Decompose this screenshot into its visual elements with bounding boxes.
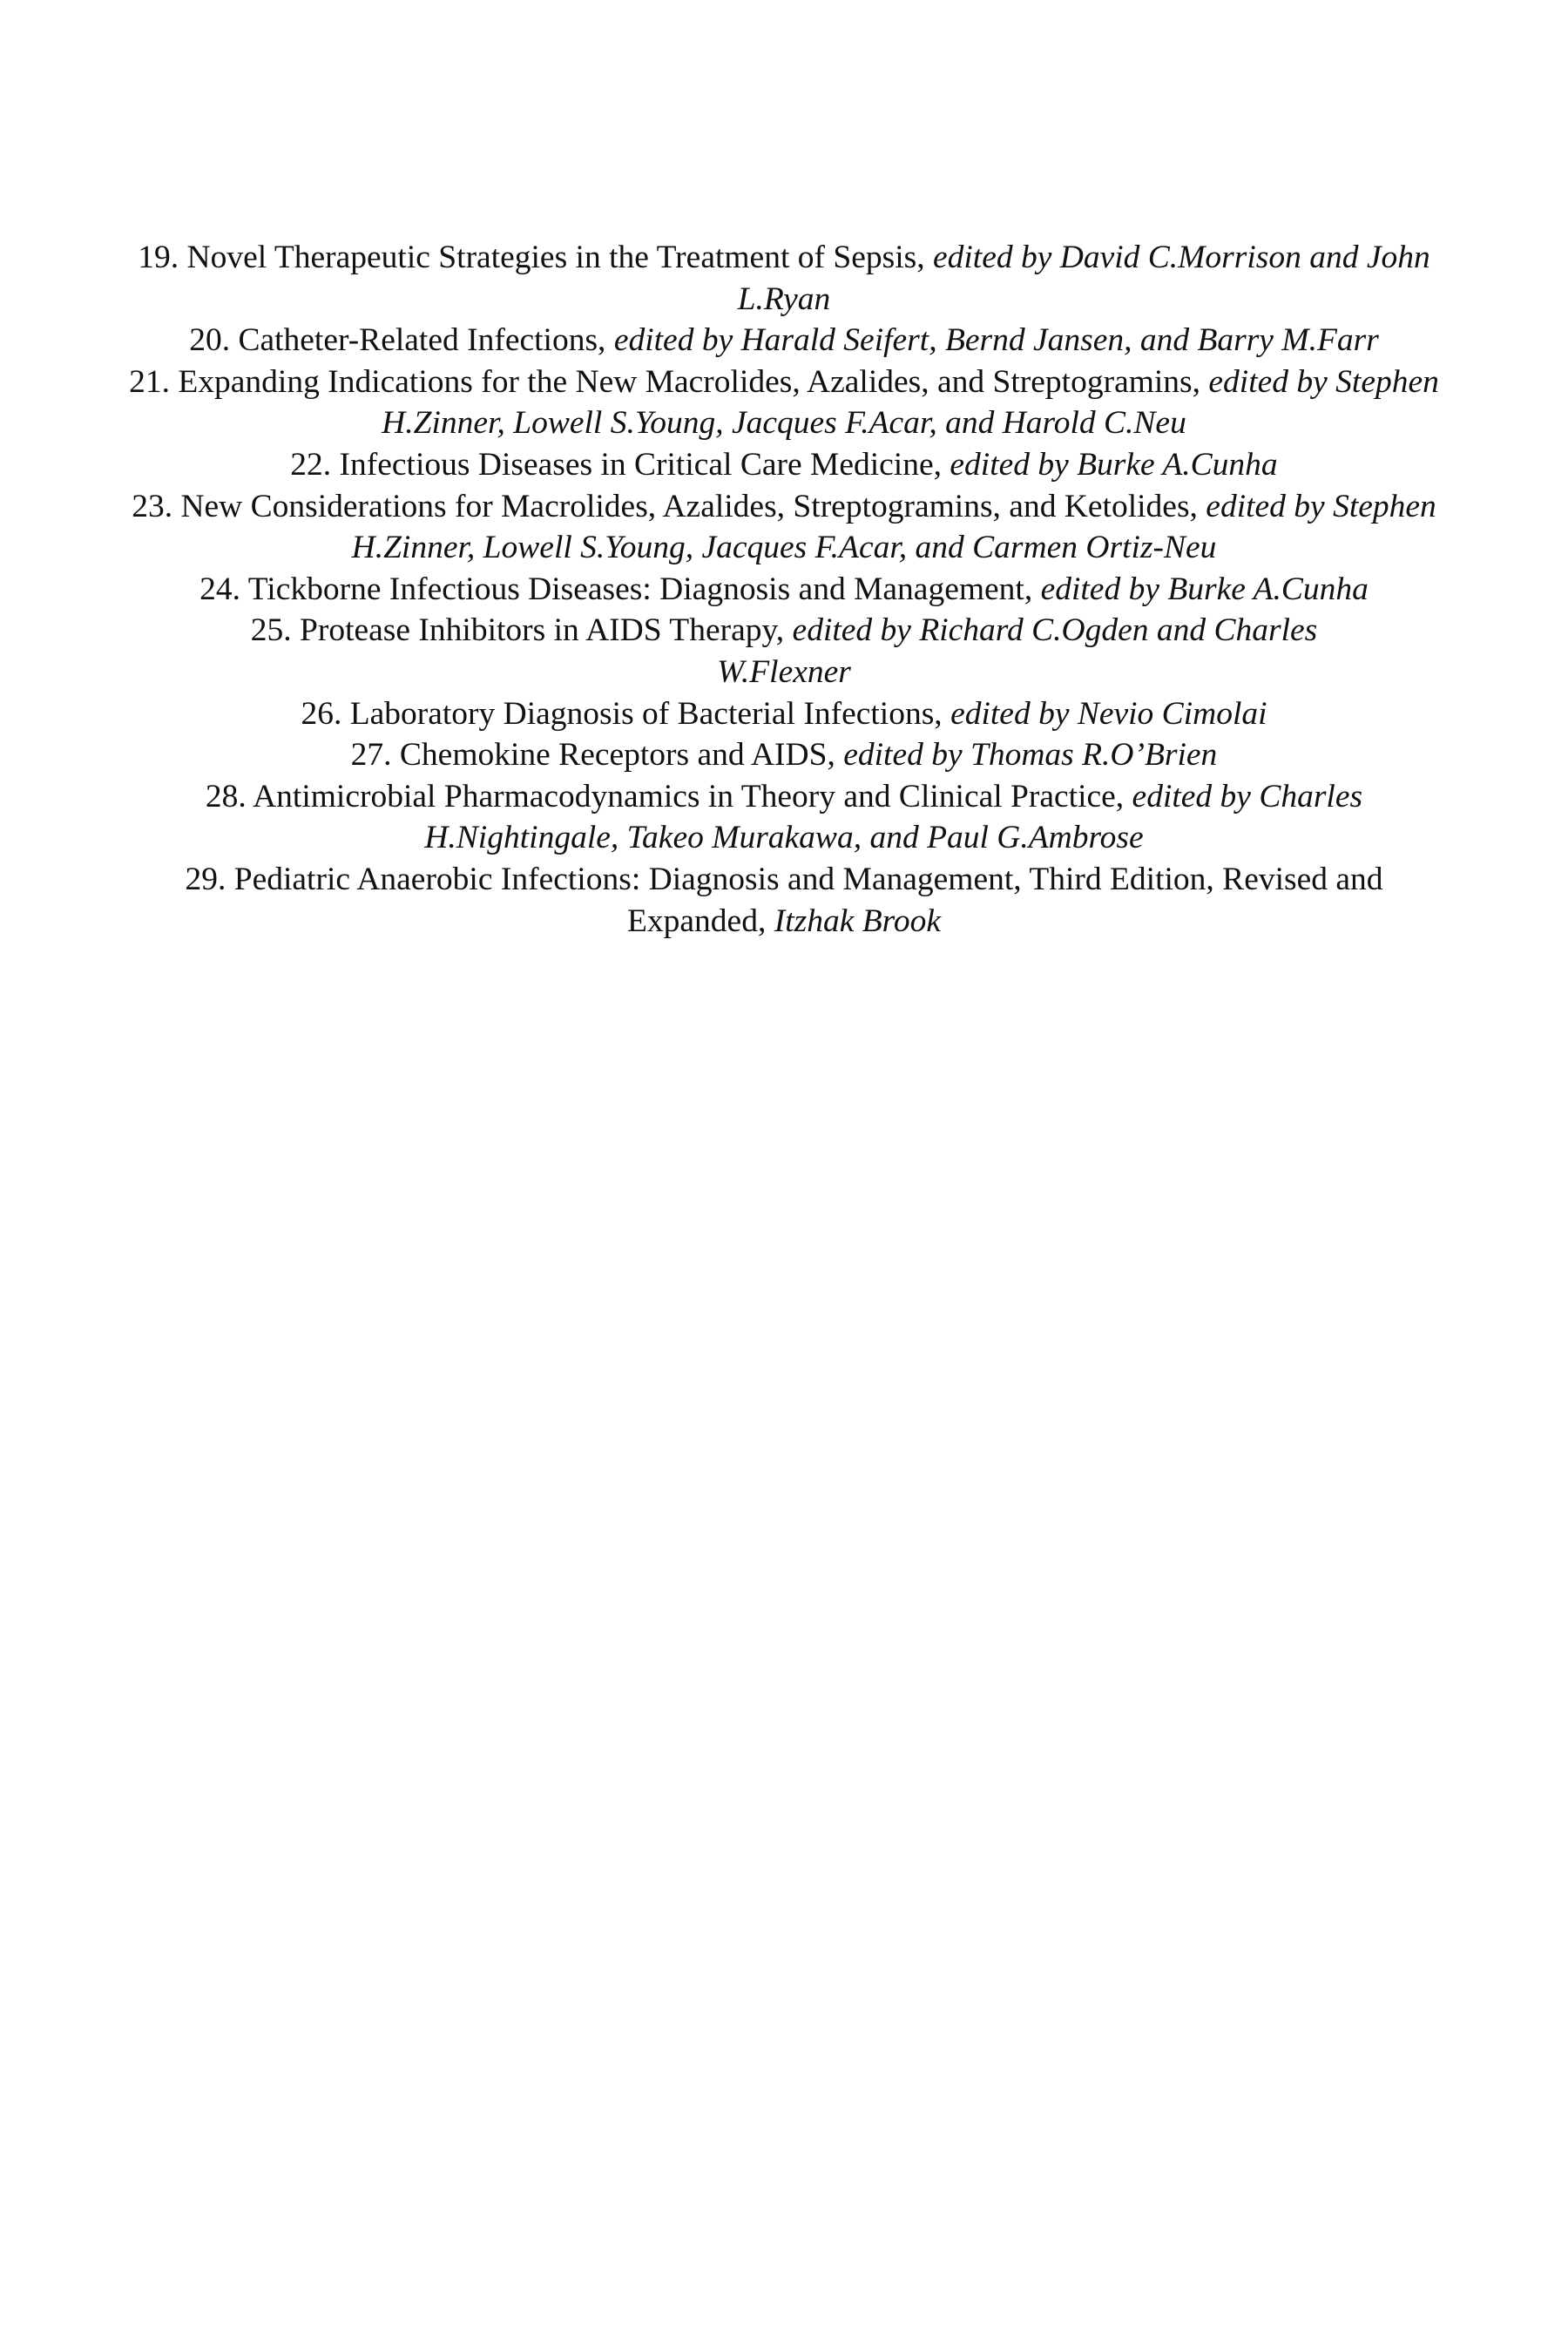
entry-editors: edited by Burke A.Cunha — [950, 446, 1278, 483]
list-item — [183, 610, 1385, 693]
list-item — [144, 859, 1424, 942]
list-item — [135, 237, 1433, 320]
entry-number: 20. — [189, 322, 231, 359]
list-item — [122, 734, 1446, 776]
book-series-list — [122, 237, 1446, 942]
entry-title: Laboratory Diagnosis of Bacterial Infections, — [349, 695, 943, 732]
entry-number: 27. — [350, 737, 392, 774]
entry-title: Novel Therapeutic Strategies in the Treatment of Sepsis, — [186, 240, 925, 275]
entry-number: 24. — [199, 571, 240, 607]
entry-number: 22. — [290, 446, 332, 483]
entry-title: Protease Inhibitors in AIDS Therapy, — [300, 612, 785, 649]
list-item — [122, 569, 1446, 611]
entry-editors: edited by Stephen H.Zinner, Lowell S.Young, Jacques F.Acar, and Carmen Ortiz-Neu — [351, 488, 1436, 566]
entry-editors: edited by Burke A.Cunha — [1040, 571, 1369, 607]
entry-title: Catheter-Related Infections, — [238, 322, 606, 359]
entry-editors: edited by Harald Seifert, Bernd Jansen, and Barry M.Farr — [613, 322, 1379, 359]
entry-number: 19. — [138, 240, 179, 275]
list-item — [131, 486, 1437, 569]
entry-number: 28. — [205, 778, 247, 814]
entry-editors: edited by Richard C.Ogden and Charles W.Flexner — [717, 612, 1318, 690]
entry-title: Infectious Diseases in Critical Care Medicine, — [339, 446, 942, 483]
entry-title: New Considerations for Macrolides, Azalides, Streptogramins, and Ketolides, — [180, 488, 1198, 524]
entry-editors: edited by Thomas R.O’Brien — [843, 737, 1218, 774]
list-item — [122, 362, 1446, 444]
entry-number: 23. — [132, 488, 173, 524]
list-item — [131, 776, 1437, 859]
entry-title: Tickborne Infectious Diseases: Diagnosis and Management, — [247, 571, 1033, 607]
entry-title: Antimicrobial Pharmacodynamics in Theory and Clinical Practice, — [253, 778, 1125, 814]
entry-editors: edited by David C.Morrison and John L.Ryan — [737, 240, 1430, 317]
list-item — [166, 320, 1402, 362]
entry-title: Pediatric Anaerobic Infections: Diagnosis and Management, Third Edition, Revised and Expanded, — [233, 861, 1383, 939]
entry-number: 29. — [185, 861, 226, 897]
entry-editors: Itzhak Brook — [774, 902, 941, 939]
list-item — [122, 444, 1446, 486]
entry-editors: edited by Stephen H.Zinner, Lowell S.Young, Jacques F.Acar, and Harold C.Neu — [382, 363, 1439, 442]
entry-title: Chemokine Receptors and AIDS, — [399, 737, 835, 774]
entry-number: 26. — [301, 695, 342, 732]
entry-number: 25. — [250, 612, 292, 649]
entry-editors: edited by Nevio Cimolai — [950, 695, 1267, 732]
entry-title: Expanding Indications for the New Macrolides, Azalides, and Streptogramins, — [178, 363, 1201, 400]
entry-editors: edited by Charles H.Nightingale, Takeo Murakawa, and Paul G.Ambrose — [424, 778, 1363, 856]
entry-number: 21. — [129, 363, 170, 400]
list-item — [122, 693, 1446, 735]
